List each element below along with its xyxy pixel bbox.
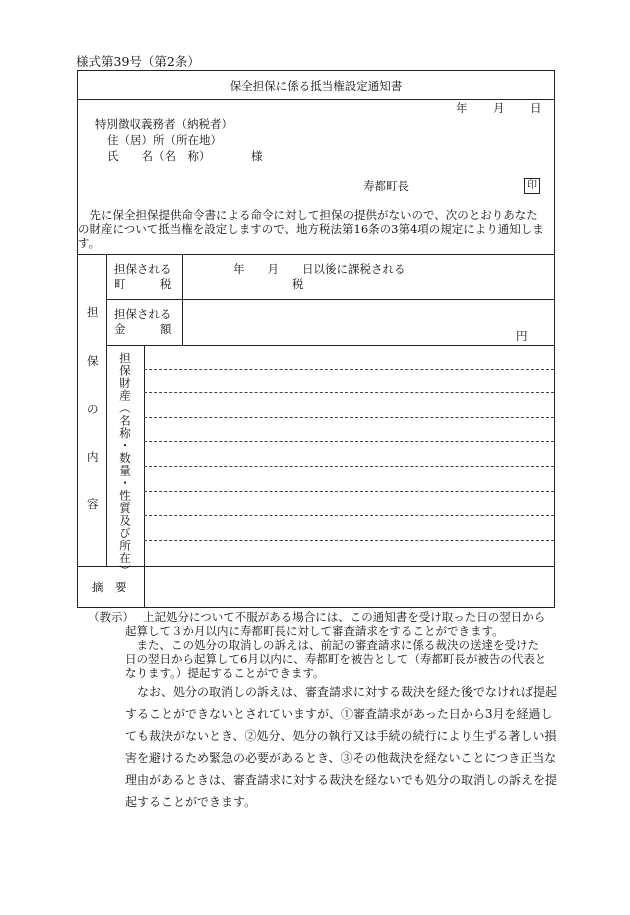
amount-row-divider	[106, 345, 554, 346]
remarks-label: 摘 要	[92, 580, 127, 594]
remarks-label-divider	[144, 566, 145, 608]
amount-unit: 円	[516, 329, 528, 343]
property-line	[144, 441, 554, 442]
section-column-divider	[106, 254, 107, 566]
notice-para2-line-4: 害を避けるため緊急の必要があるとき、③その他裁決を経ないことにつき正当な	[125, 751, 557, 765]
tax-value-line-1: 年 月 日以後に課税される	[233, 262, 406, 276]
property-line	[144, 392, 554, 393]
date-day-label: 日	[530, 101, 542, 115]
tax-label-line-1: 担保される	[114, 262, 172, 276]
notice-line-3: また、この処分の取消しの訴えは、前記の審査請求に係る裁決の送達を受けた	[125, 638, 539, 652]
date-year-label: 年	[456, 101, 468, 115]
tax-value-line-2: 税	[292, 277, 304, 291]
property-line	[144, 417, 554, 418]
table-top-divider	[78, 254, 554, 255]
notice-label: （教示）	[88, 610, 134, 624]
property-label: 担保財産（名称・数量・性質及び所在）	[118, 352, 132, 577]
notice-line-5: なります。）提起することができます。	[125, 666, 325, 680]
name-label: 氏 名（名 称）	[107, 149, 211, 163]
property-line	[144, 369, 554, 370]
issuer-name: 寿都町長	[363, 179, 409, 193]
notice-line-2: 起算して３か月以内に寿都町長に対して審査請求をすることができます。	[125, 624, 504, 638]
property-line	[144, 540, 554, 541]
amount-label-line-1: 担保される	[114, 307, 172, 321]
form-title: 保全担保に係る抵当権設定通知書	[229, 79, 403, 93]
section-char-3: の	[87, 402, 99, 416]
intro-line-2: の財産について抵当権を設定しますので、地方税法第16条の3第4項の規定により通知しま	[78, 222, 544, 236]
notice-para2-line-6: 起することができます。	[125, 795, 257, 809]
notice-line-4: 日の翌日から起算して6月以内に、寿都町を被告として（寿都町長が被告の代表と	[125, 652, 547, 666]
notice-para2-line-5: 理由があるときは、審査請求に対する裁決を経ないでも処分の取消しの訴えを提	[125, 773, 558, 787]
date-month-label: 月	[493, 101, 505, 115]
section-char-2: 保	[87, 354, 99, 368]
section-char-4: 内	[87, 450, 99, 464]
seal-stamp: 印	[524, 178, 540, 194]
notice-line-1: 上記処分について不服がある場合には、この通知書を受け取った日の翌日から	[143, 610, 546, 624]
intro-line-1: 先に保全担保提供命令書による命令に対して担保の提供がないので、次のとおりあなた	[78, 208, 538, 222]
notice-para2-line-3: ても裁決がないとき、②処分、処分の執行又は手続の続行により生ずる著しい損	[125, 729, 557, 743]
notice-para2-line-1: なお、処分の取消しの訴えは、審査請求に対する裁決を経た後でなければ提起	[125, 685, 558, 699]
property-line	[144, 491, 554, 492]
notice-para2-line-2: することができないとされていますが、①審査請求があった日から3月を経過し	[125, 707, 553, 721]
notice-form-sheet	[77, 70, 555, 608]
section-char-1: 担	[87, 305, 99, 319]
addressee-heading: 特別徴収義務者（納税者）	[95, 117, 233, 131]
form-number-label: 様式第39号（第2条）	[76, 54, 200, 69]
title-divider	[78, 99, 554, 100]
intro-line-3: す。	[78, 236, 101, 250]
property-line	[144, 515, 554, 516]
remarks-row-divider	[78, 566, 554, 567]
address-label: 住（居）所（所在地）	[107, 133, 222, 147]
tax-row-divider	[106, 299, 554, 300]
tax-label-line-2: 町 税	[114, 277, 172, 291]
property-line	[144, 466, 554, 467]
amount-label-line-2: 金 額	[114, 322, 172, 336]
section-char-5: 容	[87, 497, 99, 511]
property-label-divider	[144, 345, 145, 566]
honorific-label: 様	[251, 149, 263, 163]
